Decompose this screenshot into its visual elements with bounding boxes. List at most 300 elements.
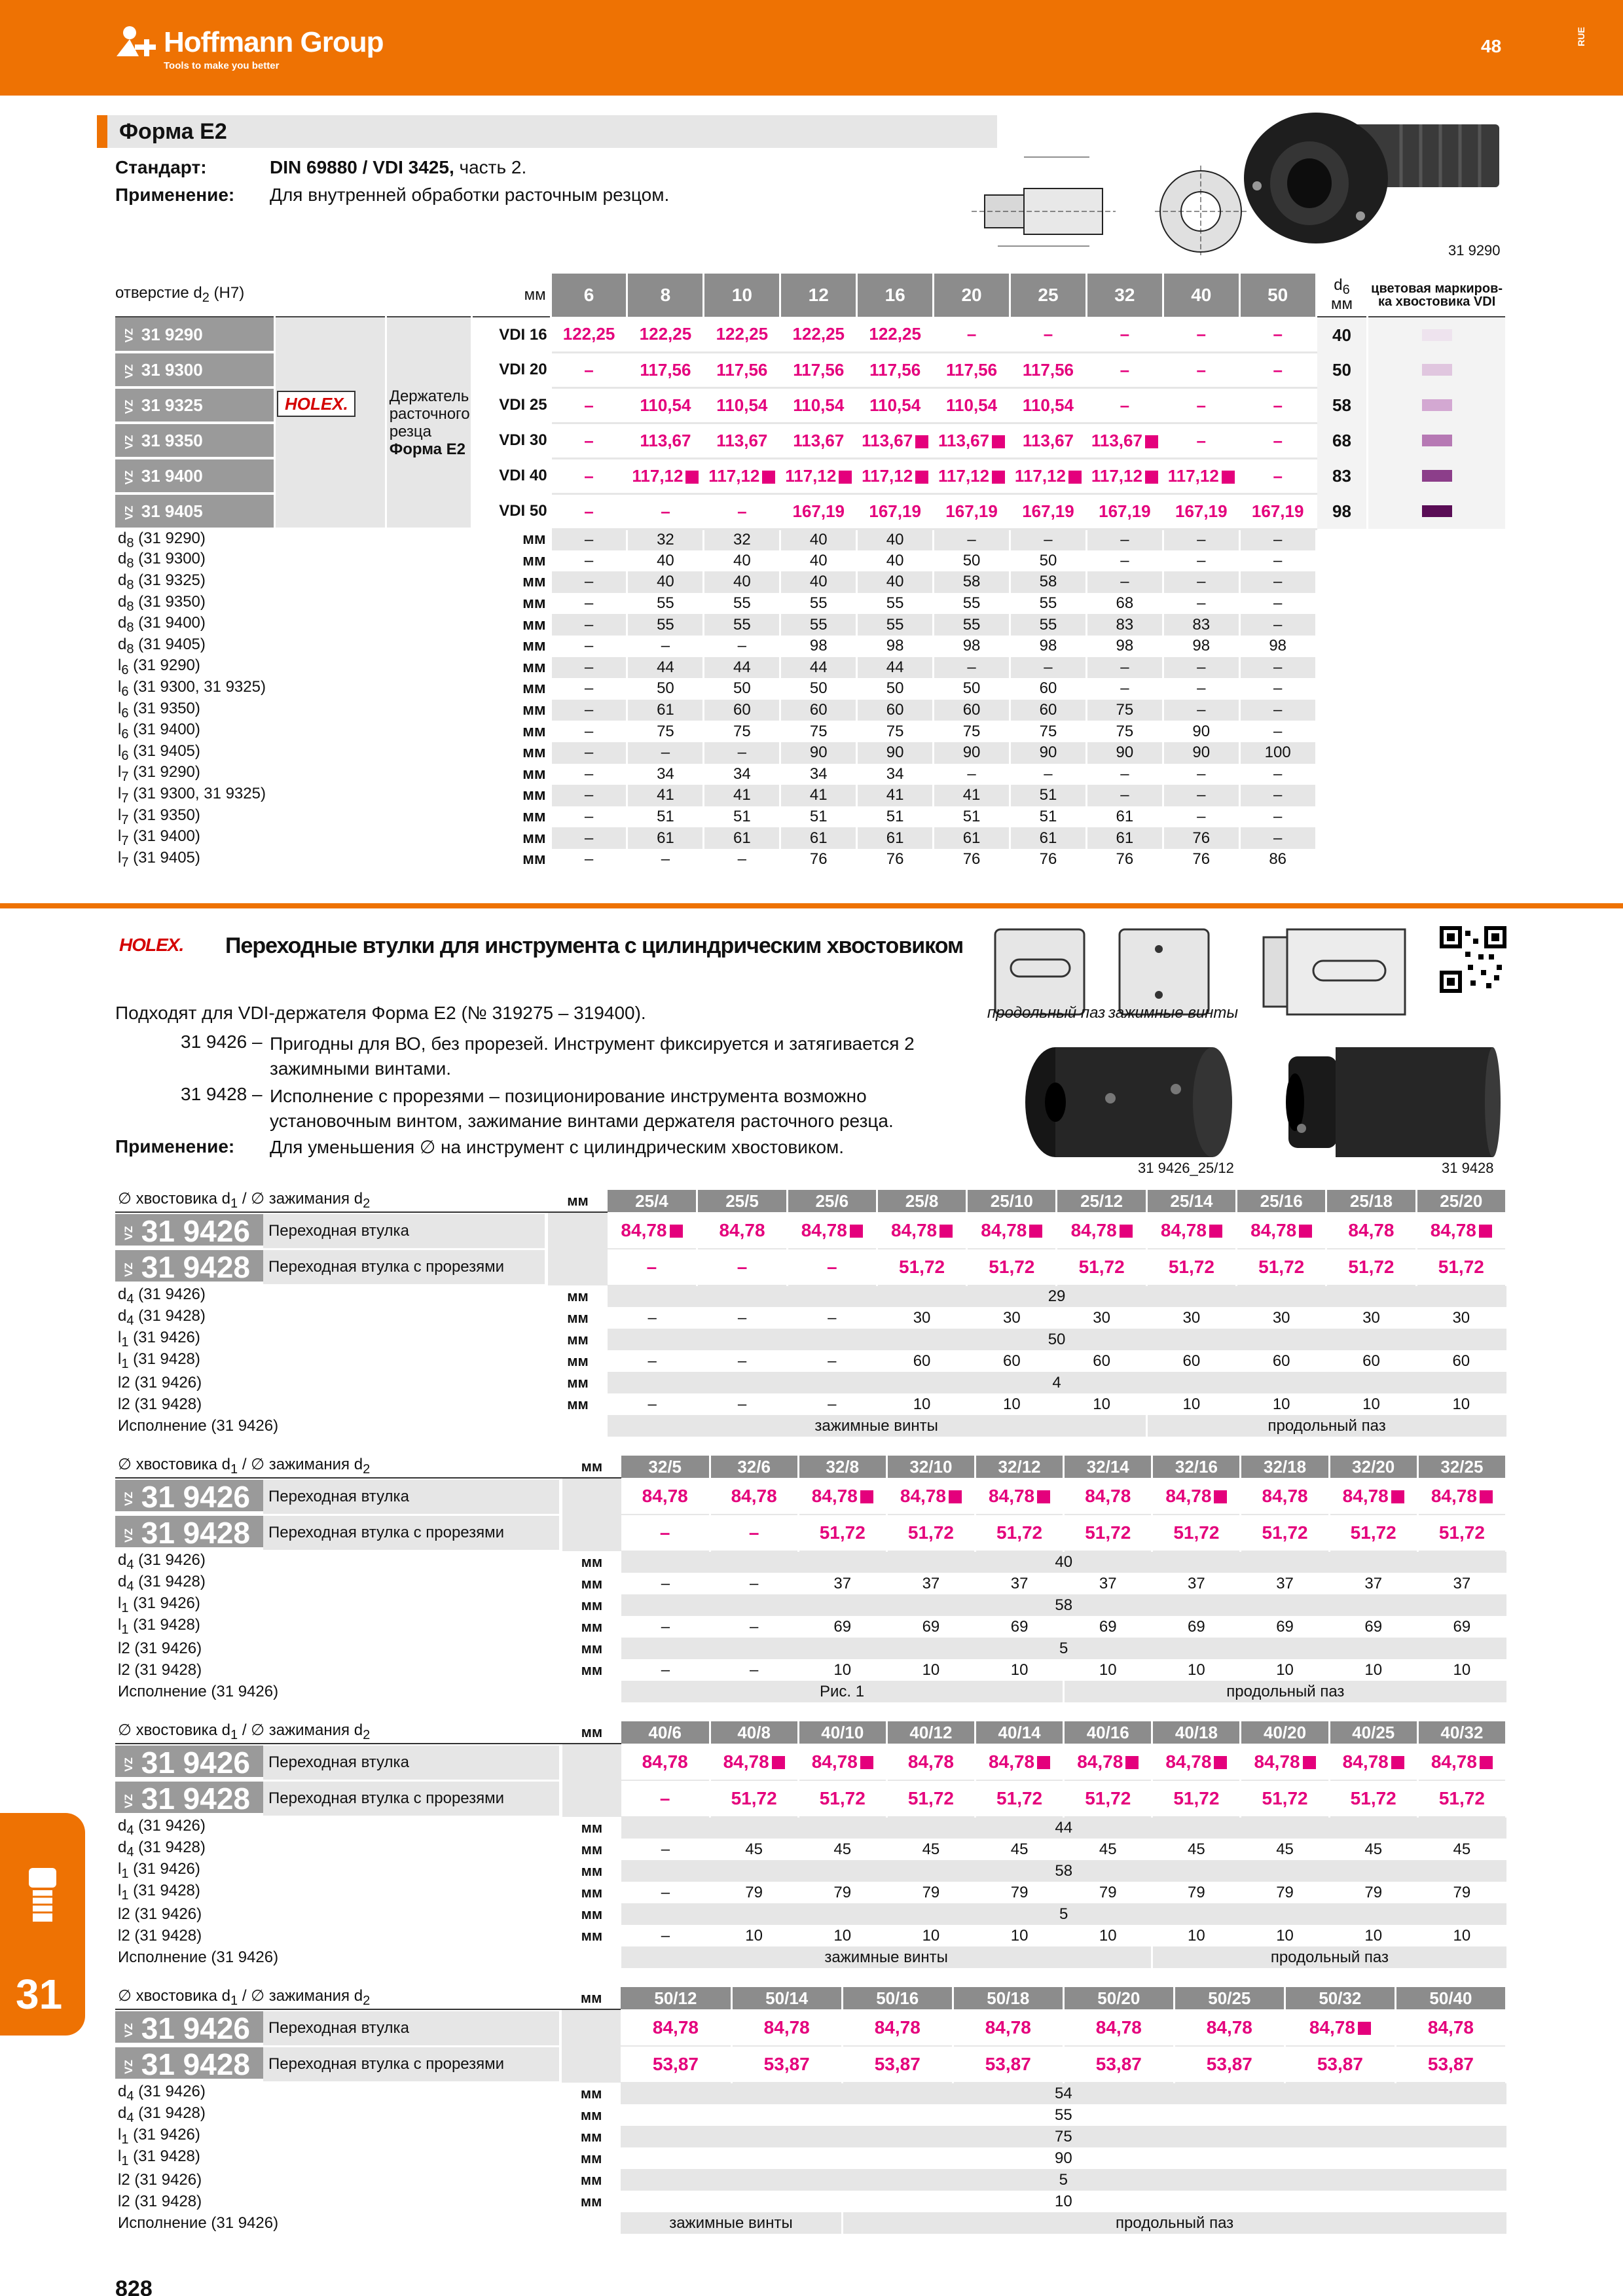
dimension-value: 30 xyxy=(1002,1308,1021,1327)
price-cell: 51,72 xyxy=(1057,1249,1146,1285)
size-column-header: 40/18 xyxy=(1152,1721,1241,1744)
shank-diameter-header: ∅ хвостовика $d_1$ / ∅ зажимания $d_2$ xyxy=(115,1721,562,1744)
dimension-value: – xyxy=(934,764,1010,785)
dimension-label: $d_4$ (31 9428) xyxy=(115,1573,562,1594)
size-column-header: 50/32 xyxy=(1285,1987,1395,2009)
unit-mm: мм xyxy=(562,1616,621,1638)
dimension-value: 69 xyxy=(1188,1617,1205,1636)
dimension-label: l2 (31 9428) xyxy=(115,1659,562,1681)
price-cell: 51,72 xyxy=(976,1780,1064,1817)
item-319428-number: 31 9428 – xyxy=(181,1084,263,1104)
dimension-value: 55 xyxy=(857,593,934,615)
dimension-row xyxy=(115,1285,1506,1307)
dimension-value: – xyxy=(737,1352,747,1370)
price-cell: 110,54 xyxy=(780,387,857,423)
dimension-value: 76 xyxy=(934,849,1010,870)
price-cell: 53,87 xyxy=(953,2046,1063,2083)
dimension-value: – xyxy=(551,742,627,764)
dimension-row xyxy=(115,571,1506,593)
dimension-value: – xyxy=(551,636,627,657)
price-cell: 117,56 xyxy=(857,352,934,387)
vdi-color-swatch xyxy=(1368,458,1506,493)
price-cell: 84,78 xyxy=(608,1212,697,1249)
adapter-table-32 xyxy=(115,1456,1507,1702)
dimension-value: – xyxy=(1086,785,1163,806)
dimension-label: $d_4$ (31 9426) xyxy=(115,1551,562,1573)
unit-mm: мм xyxy=(562,2169,621,2191)
price-cell: 51,72 xyxy=(710,1780,798,1817)
adapter-section-title: Переходные втулки для инструмента с цилиндрическим хвостовиком xyxy=(225,933,964,958)
execution-row xyxy=(115,2212,1506,2234)
dimension-value: – xyxy=(551,571,627,593)
price-cell: 113,67 xyxy=(1086,423,1163,458)
dimension-value: 30 xyxy=(1362,1308,1380,1327)
dimension-value: 34 xyxy=(627,764,704,785)
dimension-value: 98 xyxy=(1010,636,1087,657)
price-cell: 84,78 xyxy=(1416,1212,1506,1249)
dimension-value: 75 xyxy=(1086,700,1163,721)
unit-mm: мм xyxy=(562,1817,621,1839)
size-column-header: 32/5 xyxy=(621,1456,710,1478)
size-column-header: 40/6 xyxy=(621,1721,710,1744)
standard-label: Стандарт: xyxy=(115,157,207,177)
stock-marker-icon xyxy=(1068,471,1082,484)
size-column-header: 32/12 xyxy=(976,1456,1064,1478)
dimension-value: 10 xyxy=(1002,1395,1021,1413)
size-column-header: 25/12 xyxy=(1057,1190,1146,1212)
dimension-value: 45 xyxy=(1364,1840,1383,1858)
unit-mm: мм xyxy=(562,2147,621,2169)
dimension-row xyxy=(115,2083,1506,2104)
dimension-value: 45 xyxy=(1010,1840,1029,1858)
price-cell: 122,25 xyxy=(627,317,704,352)
dimension-value: 60 xyxy=(913,1352,931,1370)
fits-description: Подходят для VDI-держателя Форма E2 (№ 319275 – 319400). xyxy=(115,1003,646,1023)
dimension-label: $l_1$ (31 9426) xyxy=(115,1594,562,1616)
dimension-row xyxy=(115,1839,1506,1860)
stock-marker-icon xyxy=(1214,1756,1227,1769)
dimension-value: – xyxy=(551,785,627,806)
dimension-label: l2 (31 9428) xyxy=(115,1925,562,1946)
vdi-color-swatch xyxy=(1368,352,1506,387)
price-cell: 117,12 xyxy=(1010,458,1087,493)
d6-value: 68 xyxy=(1316,423,1368,458)
unit-mm: мм xyxy=(562,1882,621,1903)
unit-mm: мм xyxy=(471,636,551,657)
execution-value: продольный паз xyxy=(842,2212,1506,2234)
stock-marker-icon xyxy=(1037,1490,1050,1503)
dimension-row xyxy=(115,806,1506,828)
dimension-row xyxy=(115,550,1506,572)
price-cell: – xyxy=(1086,317,1163,352)
dimension-label: $d_8$ (31 9300) xyxy=(115,550,471,572)
dimension-value: 44 xyxy=(780,657,857,679)
price-cell: – xyxy=(697,1249,787,1285)
dimension-value: – xyxy=(551,678,627,700)
price-cell: 84,78 xyxy=(1395,2009,1506,2046)
price-cell: 117,56 xyxy=(704,352,780,387)
unit-mm: мм xyxy=(548,1307,607,1329)
dimension-value: 54 xyxy=(1054,2085,1072,2102)
dimension-value: – xyxy=(1239,721,1316,742)
price-cell: 84,78 xyxy=(886,1744,975,1780)
dimension-row xyxy=(115,614,1506,636)
dimension-value: 79 xyxy=(922,1883,940,1901)
dimension-row xyxy=(115,1659,1506,1681)
unit-mm: мм xyxy=(471,678,551,700)
dimension-row xyxy=(115,529,1506,550)
dimension-value: 55 xyxy=(857,614,934,636)
price-cell: 84,78 xyxy=(621,1478,710,1515)
unit-mm: мм xyxy=(471,849,551,870)
dimension-value: 61 xyxy=(857,827,934,849)
unit-mm: мм xyxy=(562,2191,621,2212)
dimension-row xyxy=(115,1372,1506,1393)
price-cell: 84,78 xyxy=(967,1212,1057,1249)
dimension-value: 45 xyxy=(922,1840,940,1858)
unit-mm: мм xyxy=(562,1659,621,1681)
bore-size: 50 xyxy=(1239,274,1316,317)
dimension-value: 60 xyxy=(1002,1352,1021,1370)
dimension-label: $d_4$ (31 9428) xyxy=(115,1839,562,1860)
unit-mm: мм xyxy=(548,1350,607,1372)
dimension-value: 90 xyxy=(1010,742,1087,764)
dimension-row xyxy=(115,1594,1506,1616)
color-marking-header: цветовая маркиров-ка хвостовика VDI xyxy=(1368,274,1506,317)
dimension-value: 10 xyxy=(833,1926,852,1945)
adapter-article-row xyxy=(115,1780,1506,1817)
stock-marker-icon xyxy=(1209,1225,1222,1238)
unit-mm: мм xyxy=(562,1987,621,2009)
unit-mm: мм xyxy=(471,614,551,636)
adapter-table-25 xyxy=(115,1190,1507,1437)
stock-marker-icon xyxy=(860,1756,873,1769)
price-cell: 51,72 xyxy=(798,1780,886,1817)
unit-mm: мм xyxy=(548,1372,607,1393)
size-column-header: 50/14 xyxy=(731,1987,842,2009)
vdi-size: VDI 40 xyxy=(471,458,551,493)
unit-mm: мм xyxy=(562,1594,621,1616)
language-code: RUE xyxy=(1575,27,1586,46)
unit-mm: мм xyxy=(562,1925,621,1946)
dimension-row xyxy=(115,742,1506,764)
size-column-header: 40/12 xyxy=(886,1721,975,1744)
price-cell: 84,78 xyxy=(886,1478,975,1515)
dimension-value: 10 xyxy=(1364,1926,1383,1945)
dimension-value: – xyxy=(828,1395,837,1413)
dimension-label: l2 (31 9426) xyxy=(115,1638,562,1659)
stock-marker-icon xyxy=(915,471,928,484)
d6-value: 58 xyxy=(1316,387,1368,423)
dimension-label: $d_8$ (31 9290) xyxy=(115,529,471,550)
price-cell: 117,12 xyxy=(934,458,1010,493)
adapter-article-row xyxy=(115,2046,1506,2083)
dimension-value: – xyxy=(661,1617,670,1636)
size-column-header: 32/10 xyxy=(886,1456,975,1478)
stock-marker-icon xyxy=(1214,1490,1227,1503)
dimension-value: 30 xyxy=(1093,1308,1110,1327)
dimension-value: 69 xyxy=(833,1617,852,1636)
dimension-value: 40 xyxy=(1055,1553,1073,1571)
dimension-value: 10 xyxy=(1276,1926,1294,1945)
dimension-value: 60 xyxy=(704,700,780,721)
dimension-value: 61 xyxy=(627,700,704,721)
unit-mm: мм xyxy=(471,764,551,785)
dimension-value: 68 xyxy=(1086,593,1163,615)
price-cell: 53,87 xyxy=(731,2046,842,2083)
application-value-2: Для уменьшения ∅ на инструмент с цилиндрическим хвостовиком. xyxy=(270,1137,845,1157)
dimension-value: 40 xyxy=(857,550,934,572)
vdi-size: VDI 30 xyxy=(471,423,551,458)
size-column-header: 25/10 xyxy=(967,1190,1057,1212)
dimension-value: 83 xyxy=(1163,614,1239,636)
vdi-size: VDI 20 xyxy=(471,352,551,387)
dimension-row xyxy=(115,678,1506,700)
vdi-color-swatch xyxy=(1368,317,1506,352)
dimension-value: 90 xyxy=(780,742,857,764)
stock-marker-icon xyxy=(1145,471,1158,484)
dimension-value: 55 xyxy=(704,614,780,636)
dimension-value: 90 xyxy=(1054,2149,1072,2167)
dimension-label: $l_1$ (31 9428) xyxy=(115,1350,548,1372)
dimension-value: – xyxy=(661,1840,670,1858)
dimension-value: 60 xyxy=(857,700,934,721)
d6-header: $d_6$ мм xyxy=(1316,274,1368,317)
dimension-row xyxy=(115,593,1506,615)
stock-marker-icon xyxy=(1391,1756,1404,1769)
dimension-value: 40 xyxy=(704,550,780,572)
caption-longitudinal-slot: продольный паз xyxy=(987,1004,1106,1022)
price-cell: 51,72 xyxy=(886,1515,975,1551)
execution-label: Исполнение (31 9426) xyxy=(118,1948,279,1966)
dimension-value: 90 xyxy=(857,742,934,764)
article-cell: VZ 31 9428 Переходная втулка с прорезями xyxy=(115,1515,562,1551)
price-cell: – xyxy=(1163,352,1239,387)
dimension-value: 79 xyxy=(1453,1883,1471,1901)
price-cell: 51,72 xyxy=(1416,1249,1506,1285)
price-cell: 84,78 xyxy=(798,1478,886,1515)
stock-marker-icon xyxy=(1303,1756,1316,1769)
bore-size: 10 xyxy=(704,274,780,317)
dimension-value: 51 xyxy=(934,806,1010,828)
unit-mm: мм xyxy=(548,1393,607,1415)
price-cell: 84,78 xyxy=(787,1212,877,1249)
price-cell: 110,54 xyxy=(857,387,934,423)
unit-mm: мм xyxy=(471,721,551,742)
size-column-header: 40/25 xyxy=(1329,1721,1417,1744)
dimension-label: l2 (31 9426) xyxy=(115,2169,562,2191)
price-cell: 110,54 xyxy=(1010,387,1087,423)
bore-size: 6 xyxy=(551,274,627,317)
dimension-value: 98 xyxy=(1086,636,1163,657)
dimension-value: 55 xyxy=(627,593,704,615)
price-cell: – xyxy=(1239,387,1316,423)
price-cell: 84,78 xyxy=(1146,1212,1236,1249)
price-cell: 113,67 xyxy=(704,423,780,458)
dimension-value: 51 xyxy=(780,806,857,828)
dimension-value: 61 xyxy=(934,827,1010,849)
size-column-header: 50/18 xyxy=(953,1987,1063,2009)
article-cell: VZ 31 9426 Переходная втулка xyxy=(115,1478,562,1515)
dimension-value: 75 xyxy=(780,721,857,742)
caption-clamping-screws: зажимные винты xyxy=(1108,1004,1239,1022)
dimension-value: 5 xyxy=(1059,1905,1068,1923)
price-cell: 53,87 xyxy=(621,2046,731,2083)
size-column-header: 40/10 xyxy=(798,1721,886,1744)
execution-value: зажимные винты xyxy=(621,2212,842,2234)
dimension-label: $d_4$ (31 9426) xyxy=(115,2083,562,2104)
dimension-value: 75 xyxy=(704,721,780,742)
dimension-value: 51 xyxy=(1010,785,1087,806)
unit-mm: мм xyxy=(562,1551,621,1573)
dimension-value: 60 xyxy=(934,700,1010,721)
dimension-value: – xyxy=(1239,700,1316,721)
size-column-header: 25/8 xyxy=(877,1190,966,1212)
dimension-value: 30 xyxy=(1182,1308,1201,1327)
dimension-label: l2 (31 9428) xyxy=(115,1393,548,1415)
dimension-value: 44 xyxy=(627,657,704,679)
price-cell: – xyxy=(551,458,627,493)
dimension-value: 34 xyxy=(704,764,780,785)
d6-value: 98 xyxy=(1316,493,1368,529)
dimension-value: 55 xyxy=(1010,593,1087,615)
price-cell: – xyxy=(551,493,627,529)
dimension-value: 10 xyxy=(1188,1926,1205,1945)
price-cell: 167,19 xyxy=(780,493,857,529)
unit-mm: мм xyxy=(562,1721,621,1744)
dimension-value: 44 xyxy=(857,657,934,679)
price-cell: 110,54 xyxy=(704,387,780,423)
dimension-value: 10 xyxy=(1188,1660,1205,1679)
bore-size: 8 xyxy=(627,274,704,317)
size-column-header: 40/20 xyxy=(1241,1721,1329,1744)
size-column-header: 50/20 xyxy=(1063,1987,1174,2009)
price-cell: 53,87 xyxy=(1285,2046,1395,2083)
size-column-header: 32/14 xyxy=(1064,1456,1152,1478)
section-title-e2: Форма E2 xyxy=(97,115,997,148)
price-cell: 84,78 xyxy=(976,1478,1064,1515)
dimension-value: 50 xyxy=(1010,550,1087,572)
adapter-article-row xyxy=(115,1515,1506,1551)
column-label-bore: отверстие $d_2$ (H7) xyxy=(115,274,386,317)
bore-size: 32 xyxy=(1086,274,1163,317)
price-cell: – xyxy=(704,493,780,529)
standard-value: DIN 69880 / VDI 3425, часть 2. xyxy=(270,157,527,177)
price-cell: 84,78 xyxy=(842,2009,953,2046)
dimension-value: 50 xyxy=(627,678,704,700)
dimension-value: 100 xyxy=(1239,742,1316,764)
price-cell: – xyxy=(934,317,1010,352)
dimension-value: – xyxy=(647,1308,657,1327)
dimension-value: 50 xyxy=(857,678,934,700)
size-column-header: 50/16 xyxy=(842,1987,953,2009)
dimension-value: 10 xyxy=(1010,1926,1029,1945)
price-cell: 117,12 xyxy=(780,458,857,493)
dimension-value: 40 xyxy=(857,529,934,550)
dimension-value: 4 xyxy=(1052,1373,1061,1391)
bore-size: 40 xyxy=(1163,274,1239,317)
vdi-size: VDI 25 xyxy=(471,387,551,423)
dimension-label: $l_1$ (31 9426) xyxy=(115,2126,562,2147)
price-cell: 84,78 xyxy=(1152,1744,1241,1780)
stock-marker-icon xyxy=(939,1225,953,1238)
dimension-row xyxy=(115,1903,1506,1925)
dimension-label: $l_1$ (31 9428) xyxy=(115,2147,562,2169)
dimension-value: – xyxy=(551,764,627,785)
price-cell: 84,78 xyxy=(1417,1478,1506,1515)
dimension-value: 76 xyxy=(780,849,857,870)
dimension-value: – xyxy=(661,1660,670,1679)
dimension-value: 98 xyxy=(780,636,857,657)
dimension-label: $d_8$ (31 9350) xyxy=(115,593,471,615)
price-cell: 113,67 xyxy=(627,423,704,458)
execution-row xyxy=(115,1681,1506,1702)
dimension-value: 61 xyxy=(1086,806,1163,828)
shank-diameter-header: ∅ хвостовика $d_1$ / ∅ зажимания $d_2$ xyxy=(115,1987,562,2009)
dimension-value: 32 xyxy=(704,529,780,550)
unit-mm: мм xyxy=(471,785,551,806)
dimension-label: $l_7$ (31 9300, 31 9325) xyxy=(115,785,471,806)
unit-mm: мм xyxy=(548,1329,607,1350)
dimension-value: 41 xyxy=(627,785,704,806)
price-cell: – xyxy=(621,1515,710,1551)
dimension-value: 10 xyxy=(1362,1395,1380,1413)
adapter-table-50 xyxy=(115,1987,1507,2234)
dimension-value: 50 xyxy=(704,678,780,700)
size-column-header: 50/40 xyxy=(1395,1987,1506,2009)
price-cell: – xyxy=(710,1515,798,1551)
dimension-value: 98 xyxy=(1239,636,1316,657)
dimension-value: – xyxy=(749,1574,759,1592)
dimension-value: 41 xyxy=(857,785,934,806)
dimension-value: – xyxy=(1163,678,1239,700)
vdi-color-swatch xyxy=(1368,493,1506,529)
dimension-value: 10 xyxy=(1099,1660,1117,1679)
adapter-article-row xyxy=(115,1478,1506,1515)
stock-marker-icon xyxy=(1480,1756,1493,1769)
price-cell: – xyxy=(1239,423,1316,458)
price-cell: 84,78 xyxy=(798,1744,886,1780)
price-cell: 84,78 xyxy=(1064,1478,1152,1515)
dimension-value: – xyxy=(1010,657,1087,679)
execution-value: зажимные винты xyxy=(608,1415,1147,1437)
price-cell: 51,72 xyxy=(1064,1780,1152,1817)
adapter-header-row xyxy=(115,1721,1506,1744)
dimension-value: 40 xyxy=(780,550,857,572)
price-cell: 117,56 xyxy=(1010,352,1087,387)
dimension-value: 79 xyxy=(1188,1883,1205,1901)
price-cell: 117,12 xyxy=(1163,458,1239,493)
vdi-color-swatch xyxy=(1368,387,1506,423)
dimension-value: 10 xyxy=(1099,1926,1117,1945)
dimension-value: – xyxy=(1163,550,1239,572)
price-cell: 117,56 xyxy=(627,352,704,387)
dimension-value: – xyxy=(749,1617,759,1636)
dimension-row xyxy=(115,1860,1506,1882)
dimension-row xyxy=(115,657,1506,679)
dimension-value: 61 xyxy=(780,827,857,849)
dimension-value: 37 xyxy=(1453,1574,1471,1592)
article-cell: VZ 31 9426 Переходная втулка xyxy=(115,2009,562,2046)
stock-marker-icon xyxy=(992,435,1005,448)
stock-marker-icon xyxy=(1120,1225,1133,1238)
dimension-value: 51 xyxy=(857,806,934,828)
unit-mm: мм xyxy=(562,2104,621,2126)
dimension-value: 79 xyxy=(833,1883,852,1901)
price-cell: 84,78 xyxy=(1237,1212,1326,1249)
price-cell: – xyxy=(1086,352,1163,387)
execution-row xyxy=(115,1946,1506,1968)
